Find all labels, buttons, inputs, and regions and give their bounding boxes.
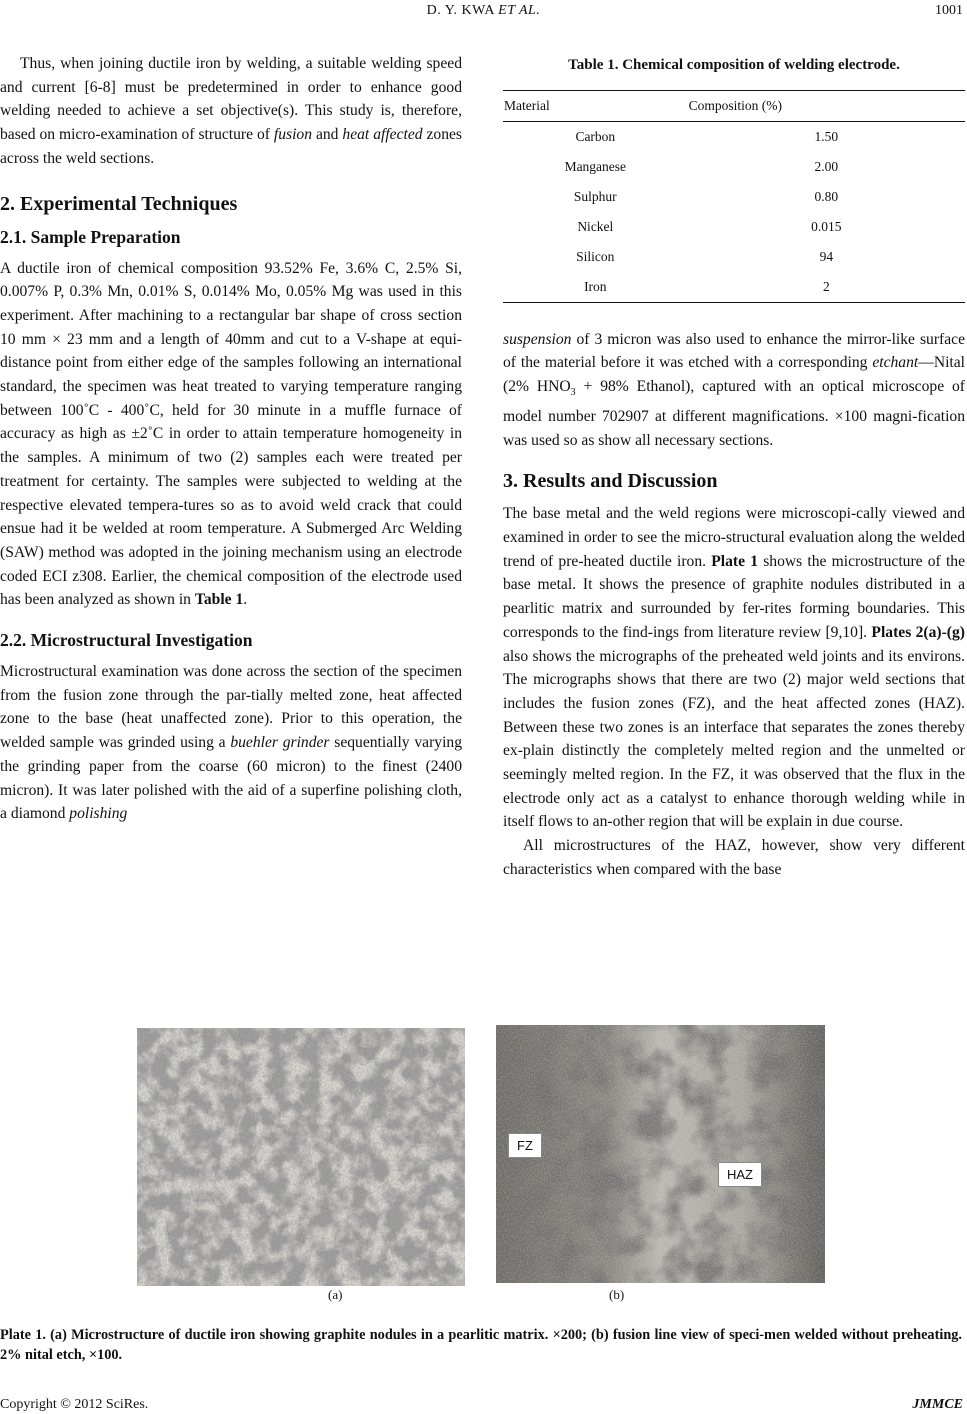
plates2-reference: Plates 2(a)-(g) (871, 623, 965, 641)
composition-table (503, 90, 965, 303)
table-row: Sulphur 0.80 (573, 188, 839, 204)
table1-reference: Table 1 (194, 591, 244, 609)
table-row: Nickel 0.015 (577, 218, 842, 234)
subsection-heading-microstructural: 2.2. Microstructural Investigation (0, 630, 253, 651)
intro-paragraph: Thus, when joining ductile iron by welding, a suitable welding speed and current [6-8] must be predetermined in order to enhance good welding needed to achieve a set objective(s). This study is, therefore, based on micro-examination of structure of fusion and heat affected zones across the weld sections. (0, 55, 463, 167)
running-head-etal: ET AL. (498, 3, 541, 18)
subsection-heading-sample-preparation: 2.1. Sample Preparation (0, 226, 181, 247)
section-heading-results: 3. Results and Discussion (503, 470, 718, 493)
left-column (0, 52, 462, 826)
plate1-caption: Plate 1. (a) Microstructure of ductile iron showing graphite nodules in a pearlitic matrix. ×200; (b) fusion line view of speci-men welded without preheating. 2% nital etch, ×100. (0, 1327, 962, 1363)
plate1-reference: Plate 1 (711, 552, 759, 570)
sample-preparation-paragraph: A ductile iron of chemical composition 93.52% Fe, 3.6% C, 2.5% Si, 0.007% P, 0.3% Mn, 0.01% S, 0.014% Mo, 0.05% Mg was used in this experiment. After machining to a rectangular bar shape of cross section 10 mm × 23 mm and a length of 40mm and cut to a V-shape at equi-distance point from either edge of the samples following an international standard, the specimen was heat treated to varying temperature ranging between 100˚C - 400˚C, held for 30 minute in a muffle furnace of accuracy as high as ±2˚C in order to attain temperature homogeneity in the samples. A minimum of two (2) samples each were treated per treatment for certainty. The samples were subjected to welding at the respective elevated tempera-tures so as to avoid weld crack that could ensue had it be welded at room temperature. A Submerged Arc Welding (SAW) method was adopted in the joining mechanism using an electrode coded ECI z308. Earlier, the chemical composition of the electrode used has been analyzed as shown in Table 1. (0, 259, 462, 609)
haz-label: HAZ (718, 1162, 762, 1187)
table-header-row (503, 90, 965, 121)
table-row: Silicon 94 (576, 248, 834, 264)
results-paragraph: The base metal and the weld regions were microscopi-cally viewed and examined in order to see the micro-structural evaluation along the welded trend of pre-heated ductile iron. Plate 1 shows the microstructure of the base metal. It shows the presence of graphite nodules distributed in a pearlitic matrix and surrounded by fer-rites forming boundaries. This corresponds to the find-ings from literature review [9,10]. Plates 2(a)-(g) also shows the micrographs of the preheated weld joints and its environs. The micrographs shows that there are two (2) major weld sections that includes the fusion zones (FZ), and the heat affected zones (HAZ). Between these two zones is an interface that separates the zones thereby ex-plain distinctly the completely melted region and the unmelted or seemingly melted region. In the FZ, it was observed that the flux in the electrode only act as a catalyst to enhance thorough welding while in itself flows to an-other region that will be explain in due course. (503, 505, 965, 831)
plate1-figure (0, 1025, 967, 1315)
running-head (0, 3, 967, 19)
journal-abbreviation: JMMCE (912, 1397, 963, 1412)
right-column (503, 52, 965, 882)
running-head-authors: D. Y. KWA (426, 3, 495, 18)
fz-label: FZ (508, 1133, 542, 1158)
ductile-iron-micrograph (137, 1028, 465, 1286)
copyright-notice: Copyright © 2012 SciRes. (0, 1397, 149, 1412)
table-header-composition: Composition (%) (688, 97, 782, 113)
microstructural-paragraph: Microstructural examination was done across the section of the specimen from the fusion zone through the par-tially melted zone, heat affected zone to the base (heat unaffected zone). Prior to this operation, the welded sample was grinded using a buehler grinder sequentially varying the grinding paper from the coarse (60 micron) to the finest (2400 micron). It was later polished with the aid of a superfine polishing cloth, a diamond polishing (0, 663, 462, 823)
fusion-line-micrograph (496, 1025, 825, 1283)
section-heading-experimental: 2. Experimental Techniques (0, 192, 238, 215)
micrograph-b-image (496, 1025, 825, 1283)
table-row: Carbon 1.50 (575, 128, 839, 144)
table1-caption: Table 1. Chemical composition of welding electrode. (568, 57, 900, 73)
table-row: Manganese 2.00 (564, 158, 839, 174)
micrograph-a-image (137, 1028, 465, 1286)
polishing-continuation-paragraph: suspension of 3 micron was also used to enhance the mirror-like surface of the material before it was etched with a corresponding etchant—Nital (2% $HNO_3 + 98\%$ Ethanol), captured with an optical microscope of model number 702907 at different magnifications. ×100 magni-fication was used so as show all necessary sections. (503, 330, 965, 449)
subfigure-label-b: (b) (609, 1287, 625, 1302)
page-header (0, 0, 967, 30)
table-row: Iron 2 (503, 272, 965, 303)
subfigure-label-a: (a) (328, 1287, 343, 1302)
page-number: 1001 (935, 3, 963, 18)
table-header-material: Material (504, 97, 550, 113)
haz-paragraph: All microstructures of the HAZ, however, show very different characteristics when compared with the base (503, 837, 965, 878)
